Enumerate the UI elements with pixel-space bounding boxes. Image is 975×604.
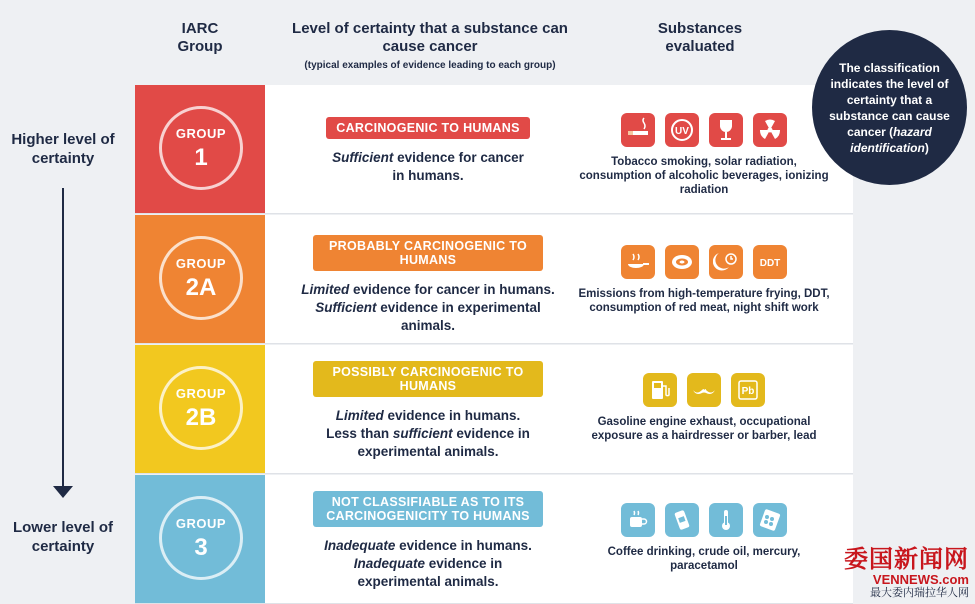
substances-evaluated [575, 113, 833, 197]
watermark [844, 547, 969, 600]
classification-badge: CARCINOGENIC TO HUMANS [326, 117, 529, 139]
watermark-en: VENNEWS.com [872, 572, 969, 587]
evidence-emphasis: Inadequate [353, 556, 425, 571]
substances-evaluated [575, 373, 833, 443]
evidence-text: evidence in humans. [383, 408, 521, 423]
group-number: 1 [194, 144, 208, 171]
evidence-emphasis: Inadequate [324, 538, 396, 553]
evidence-emphasis: sufficient [392, 426, 453, 441]
evidence-emphasis: Sufficient [332, 150, 394, 165]
evidence-text: experimental animals. [357, 444, 499, 459]
lead-icon [731, 373, 765, 407]
substances-text: Gasoline engine exhaust, occupational exposure as a hairdresser or barber, lead [591, 416, 817, 442]
evidence-text: animals. [400, 318, 456, 333]
group-color-band [135, 475, 265, 603]
fuel-pump-icon [643, 373, 677, 407]
axis-arrow-line [62, 188, 64, 488]
axis-arrow-head [53, 486, 73, 498]
axis-bottom-label: Lower level of certainty [12, 519, 114, 555]
group-circle [159, 496, 243, 580]
group-row [135, 215, 853, 344]
evidence-emphasis: Limited [301, 282, 350, 297]
evidence-text: evidence in [424, 556, 503, 571]
substance-icons [575, 503, 833, 537]
header-level-text: Level of certainty that a substance can cause cancer [292, 20, 568, 55]
classification-badge: POSSIBLY CARCINOGENIC TO HUMANS [313, 361, 543, 397]
pill-pack-icon [753, 503, 787, 537]
group-row [135, 475, 853, 604]
substances-evaluated [575, 245, 833, 315]
certainty-level [285, 235, 571, 335]
group-circle [159, 366, 243, 450]
group-circle [159, 106, 243, 190]
classification-note [812, 30, 967, 185]
group-number: 3 [194, 534, 208, 561]
thermometer-icon [709, 503, 743, 537]
substances-text: Tobacco smoking, solar radiation, consumption of alcoholic beverages, ionizing radiation [579, 156, 829, 196]
evidence-text: evidence in [452, 426, 530, 441]
group-row [135, 85, 853, 214]
substance-icons [575, 373, 833, 407]
classification-badge: PROBABLY CARCINOGENIC TO HUMANS [313, 235, 543, 271]
certainty-level [285, 361, 571, 461]
substance-icons [575, 245, 833, 279]
frying-pan-icon [621, 245, 655, 279]
substance-icons [575, 113, 833, 147]
certainty-level [285, 117, 571, 185]
watermark-sub: 最大委内瑞拉华人网 [870, 587, 969, 599]
evidence-description [285, 149, 571, 185]
evidence-text: Less than [326, 426, 393, 441]
note-close: ) [924, 141, 929, 155]
evidence-emphasis: Sufficient [315, 300, 377, 315]
evidence-text: evidence in humans. [395, 538, 532, 553]
substances-text: Emissions from high-temperature frying, DDT, consumption of red meat, night shift work [578, 288, 830, 314]
evidence-description [285, 537, 571, 591]
uv-icon [665, 113, 699, 147]
moustache-icon [687, 373, 721, 407]
group-color-band [135, 345, 265, 473]
night-shift-icon [709, 245, 743, 279]
group-number: 2A [185, 274, 217, 301]
evidence-text: evidence in experimental [376, 300, 541, 315]
group-circle [159, 236, 243, 320]
evidence-text: in humans. [392, 168, 464, 183]
header-level-subtext: (typical examples of evidence leading to each group) [304, 60, 556, 71]
svg-text:DDT: DDT [759, 258, 781, 269]
group-color-band [135, 85, 265, 213]
note-text: The classification indicates the level of certainty that a substance can cause cancer ( [829, 61, 950, 139]
header-level-of-certainty [280, 20, 580, 72]
evidence-text: experimental animals. [357, 574, 499, 589]
evidence-emphasis: Limited [335, 408, 384, 423]
axis-top-label: Higher level of certainty [11, 131, 115, 167]
header-iarc-group: IARC Group [177, 20, 223, 55]
watermark-cn: 委国新闻网 [844, 546, 969, 573]
note-italic: hazard identification [850, 125, 932, 155]
evidence-text: evidence for cancer in humans. [349, 282, 555, 297]
group-number: 2B [185, 404, 217, 431]
header-substances: Substances evaluated [657, 20, 743, 55]
group-word: GROUP [175, 516, 227, 531]
radiation-icon [753, 113, 787, 147]
ddt-icon [753, 245, 787, 279]
substances-evaluated [575, 503, 833, 573]
coffee-cup-icon [621, 503, 655, 537]
group-word: GROUP [175, 126, 227, 141]
group-word: GROUP [175, 386, 227, 401]
group-row [135, 345, 853, 474]
cigarette-icon [621, 113, 655, 147]
group-color-band [135, 215, 265, 343]
evidence-description [285, 281, 571, 335]
wine-glass-icon [709, 113, 743, 147]
certainty-level [285, 491, 571, 591]
svg-text:Pb: Pb [741, 386, 755, 397]
evidence-description [285, 407, 571, 461]
substances-text: Coffee drinking, crude oil, mercury, paracetamol [607, 546, 801, 572]
svg-text:UV: UV [675, 126, 689, 137]
oil-bottle-icon [665, 503, 699, 537]
classification-badge: NOT CLASSIFIABLE AS TO ITS CARCINOGENICITY TO HUMANS [313, 491, 543, 527]
group-word: GROUP [175, 256, 227, 271]
meat-icon [665, 245, 699, 279]
evidence-text: evidence for cancer [393, 150, 524, 165]
